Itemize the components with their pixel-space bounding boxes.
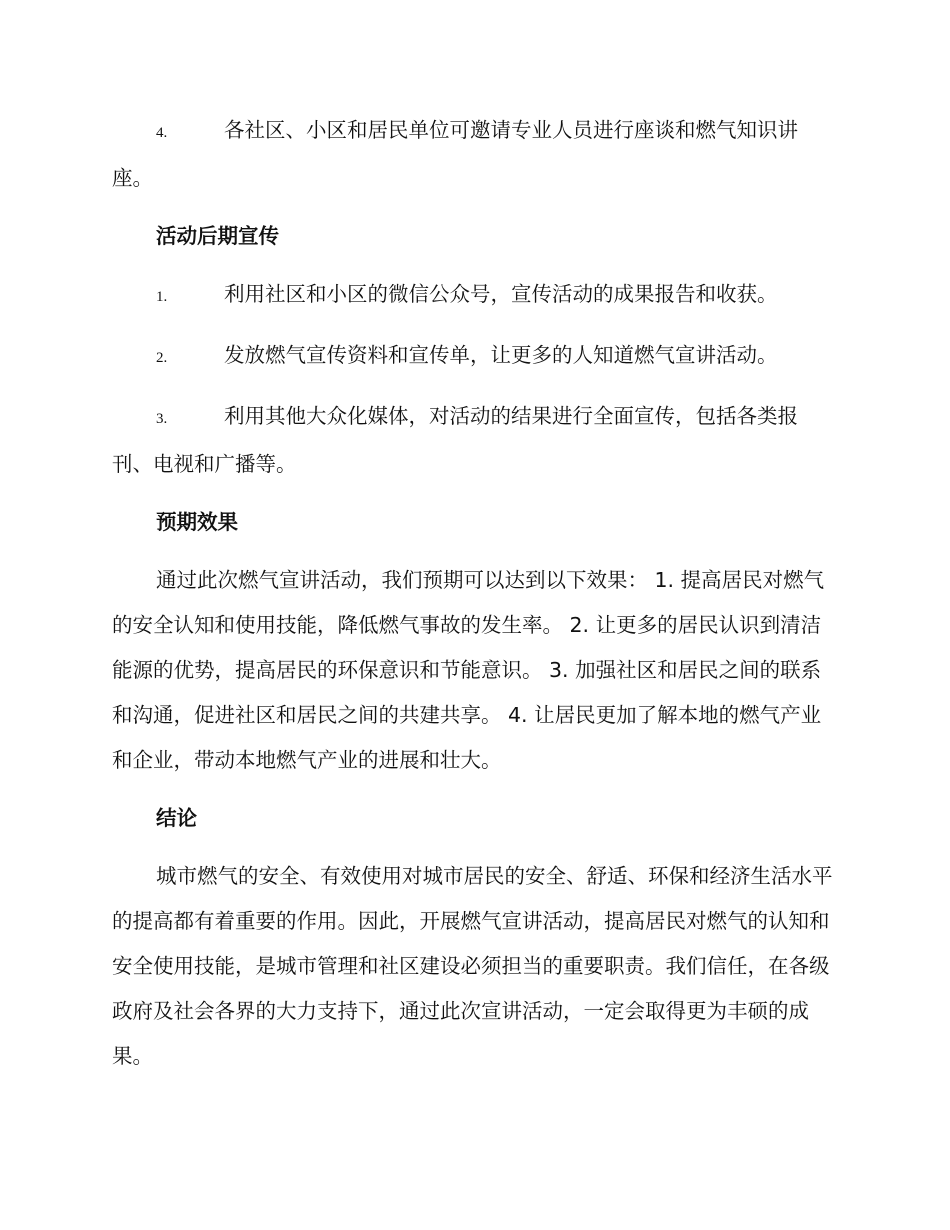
list-item	[112, 272, 838, 320]
section-heading-post-promotion: 活动后期宣传	[156, 224, 279, 248]
conclusion-paragraph: 城市燃气的安全、有效使用对城市居民的安全、舒适、环保和经济生活水平的提高都有着重要的作用。因此，开展燃气宣讲活动，提高居民对燃气的认知和安全使用技能，是城市管理和社区建设必须担当的重要职责。我们信任，在各级政府及社会各界的大力支持下，通过此次宣讲活动，一定会取得更为丰硕的成果。	[112, 864, 833, 1068]
list-item	[112, 333, 838, 381]
list-number: 4.	[156, 125, 168, 141]
section-heading-conclusion: 结论	[156, 806, 197, 830]
expected-effect-paragraph: 通过此次燃气宣讲活动，我们预期可以达到以下效果： 1. 提高居民对燃气的安全认知和使用技能，降低燃气事故的发生率。 2. 让更多的居民认识到清洁能源的优势，提高居民的环保意识和节能意识。 3. 加强社区和居民之间的联系和沟通，促进社区和居民之间的共建共享。 4. 让居民更加了解本地的燃气产业和企业，带动本地燃气产业的进展和壮大。	[112, 568, 825, 772]
list-item-text: 发放燃气宣传资料和宣传单，让更多的人知道燃气宣讲活动。	[224, 343, 778, 367]
list-item-text: 各社区、小区和居民单位可邀请专业人员进行座谈和燃气知识讲座。	[112, 118, 798, 190]
list-item-text: 利用其他大众化媒体，对活动的结果进行全面宣传，包括各类报刊、电视和广播等。	[112, 404, 798, 476]
list-number: 1.	[156, 289, 168, 305]
list-number: 2.	[156, 350, 168, 366]
list-number: 3.	[156, 411, 168, 427]
document-body	[112, 108, 838, 1092]
list-item	[112, 108, 838, 201]
section-heading-expected-effect: 预期效果	[156, 510, 238, 534]
list-item	[112, 394, 838, 487]
list-item-text: 利用社区和小区的微信公众号，宣传活动的成果报告和收获。	[224, 282, 778, 306]
